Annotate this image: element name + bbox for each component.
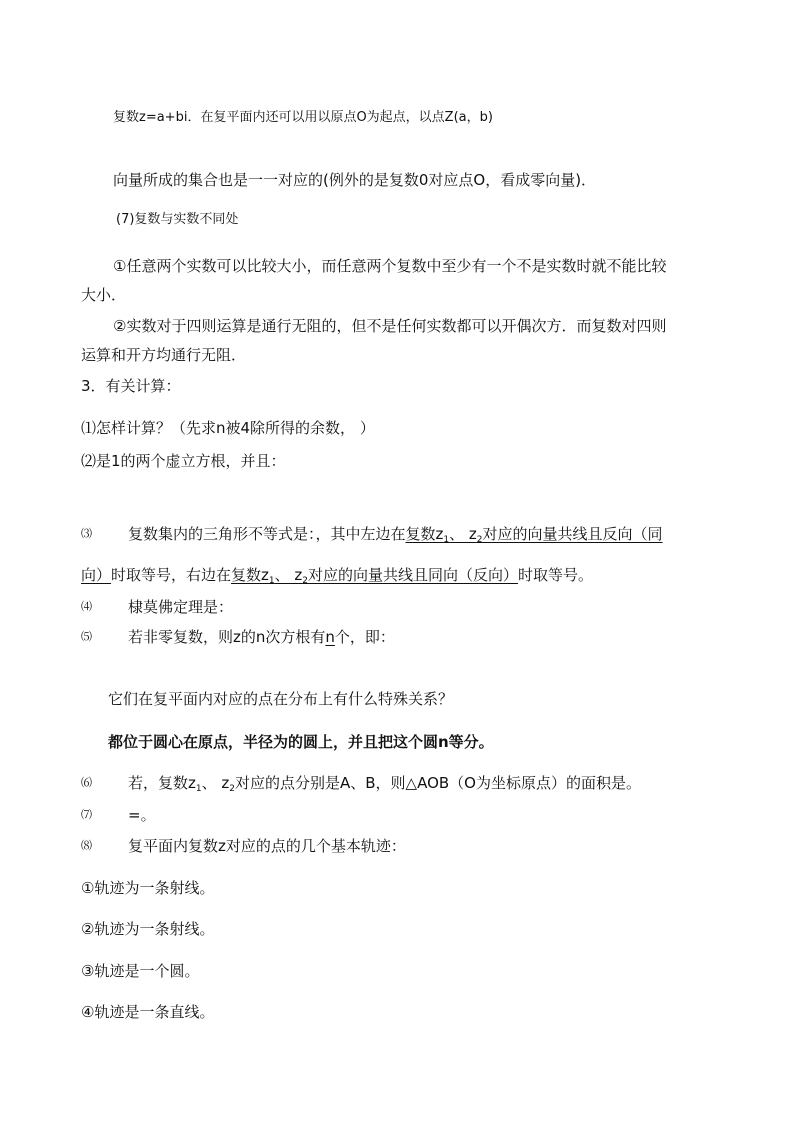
item-number: ⑸	[81, 630, 92, 643]
text-line: 复平面内复数z对应的点的几个基本轨迹：	[128, 837, 406, 855]
text-line: 若，复数$z_1$、 $z_2$对应的点分别是A、B，则△AOB（O为坐标原点）的面积是。	[128, 774, 641, 794]
item-number: ⑺	[81, 808, 92, 821]
text-line: ⑴怎样计算？（先求n被4除所得的余数， ）	[81, 419, 375, 437]
text-line: =。	[128, 806, 156, 824]
item-number: ⑷	[81, 600, 92, 613]
list-item: ②轨迹为一条射线。	[81, 920, 215, 938]
text-line: 它们在复平面内对应的点在分布上有什么特殊关系？	[108, 690, 454, 708]
text-line: 棣莫佛定理是：	[128, 598, 234, 616]
item-number: ⑻	[81, 839, 92, 852]
list-item: ④轨迹是一条直线。	[81, 1003, 215, 1021]
text-line: 都位于圆心在原点，半径为的圆上，并且把这个圆n等分。	[108, 733, 494, 751]
section-heading: 3．有关计算：	[81, 377, 181, 395]
text-line: 大小．	[81, 286, 127, 304]
list-item: ③轨迹是一个圆。	[81, 962, 200, 980]
text-line: 复数z=a+bi．在复平面内还可以用以原点O为起点，以点Z(a，b)	[113, 110, 493, 125]
list-item: ①轨迹为一条射线。	[81, 879, 215, 897]
text-line: 若非零复数，则z的n次方根有n个，即：	[128, 628, 395, 646]
text-line: 向量所成的集合也是一一对应的(例外的是复数0对应点O，看成零向量)．	[113, 171, 597, 189]
text-line: (7)复数与实数不同处	[116, 212, 239, 227]
text-line: 向）时取等号，右边在复数$z_1$、 $z_2$对应的向量共线且同向（反向）时取等号。	[81, 566, 594, 586]
text-line: ⑵是1的两个虚立方根，并且：	[81, 452, 286, 470]
text-line: ①任意两个实数可以比较大小，而任意两个复数中至少有一个不是实数时就不能比较	[113, 257, 667, 275]
text-line: ②实数对于四则运算是通行无阻的，但不是任何实数都可以开偶次方．而复数对四则	[113, 317, 667, 335]
text-line: 复数集内的三角形不等式是：，其中左边在复数$z_1$、 $z_2$对应的向量共线且反向（同	[128, 525, 663, 545]
text-line: 运算和开方均通行无阻．	[81, 346, 247, 364]
item-number: ⑹	[81, 776, 92, 789]
item-number: ⑶	[81, 527, 92, 540]
